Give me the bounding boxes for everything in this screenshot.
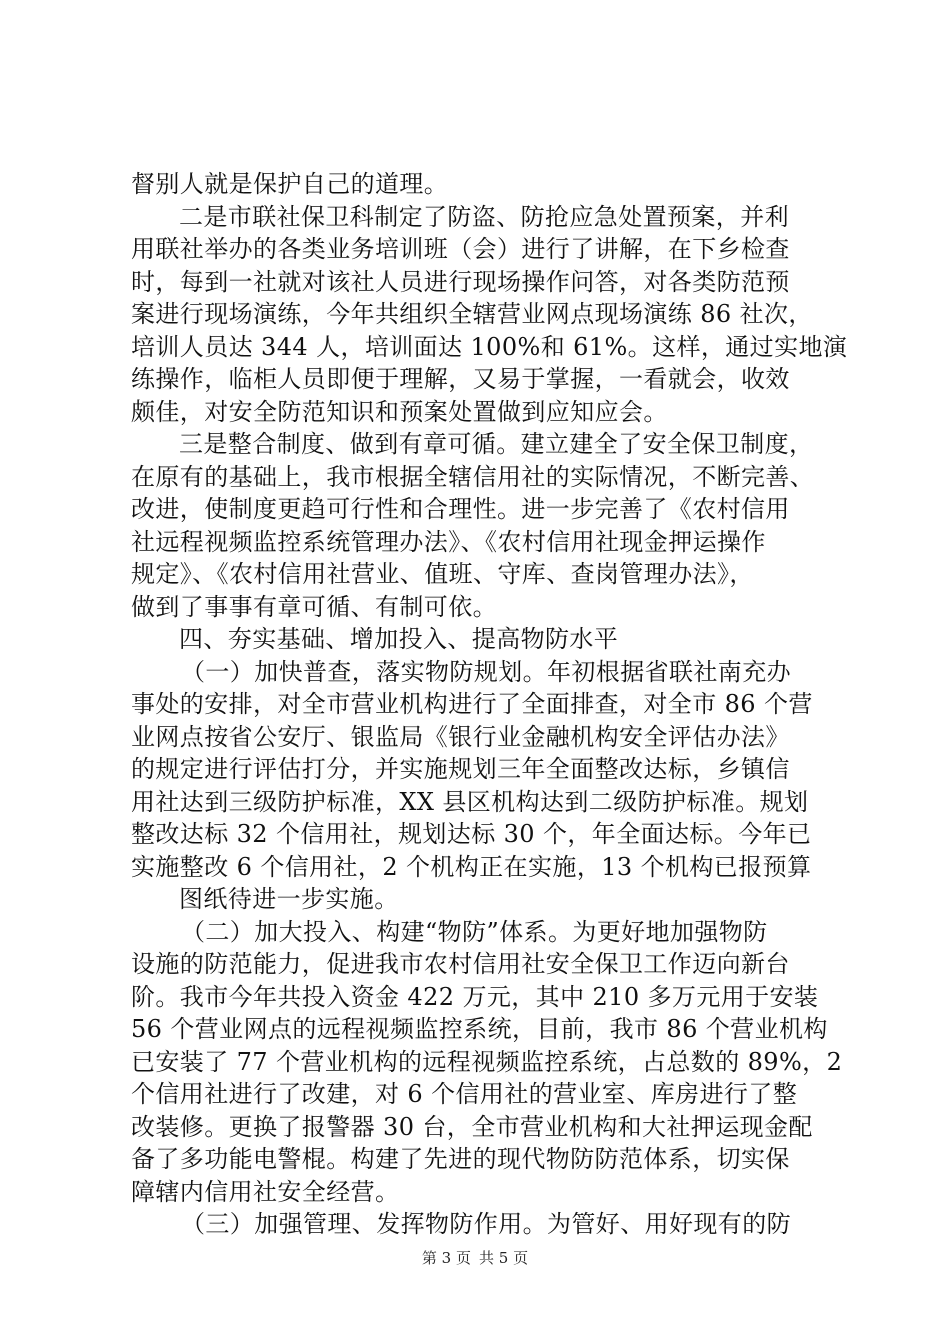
text-line: 规定》、《农村信用社营业、值班、守库、查岗管理办法》，	[131, 560, 754, 588]
text-line: 培训人员达 344 人，培训面达 100%和 61%。这样，通过实地演	[131, 332, 848, 361]
text-line: （三）加强管理、发挥物防作用。为管好、用好现有的防	[181, 1210, 791, 1238]
text-line: （一）加快普查，落实物防规划。年初根据省联社南充办	[181, 657, 791, 686]
text-line: 三是整合制度、做到有章可循。建立建全了安全保卫制度，	[179, 430, 814, 458]
text-line: 设施的防范能力，促进我市农村信用社安全保卫工作迈向新台	[131, 950, 790, 978]
text-line: 阶。我市今年共投入资金 422 万元，其中 210 多万元用于安装	[131, 982, 819, 1011]
text-line: 时，每到一社就对该社人员进行现场操作问答，对各类防范预	[131, 267, 790, 296]
text-line: 案进行现场演练，今年共组织全辖营业网点现场演练 86 社次，	[131, 300, 813, 328]
text-line: 改装修。更换了报警器 30 台，全市营业机构和大社押运现金配	[131, 1112, 813, 1141]
text-line: 社远程视频监控系统管理办法》、《农村信用社现金押运操作	[131, 527, 766, 556]
text-line: 练操作，临柜人员即便于理解，又易于掌握，一看就会，收效	[131, 365, 790, 393]
text-line: 改进，使制度更趋可行性和合理性。进一步完善了《农村信用	[131, 495, 790, 523]
text-line: 的规定进行评估打分，并实施规划三年全面整改达标，乡镇信	[131, 755, 790, 783]
text-line: 在原有的基础上，我市根据全辖信用社的实际情况，不断完善、	[131, 462, 815, 491]
text-line: 事处的安排，对全市营业机构进行了全面排查，对全市 86 个营	[131, 690, 813, 718]
text-line: 用社达到三级防护标准，XX 县区机构达到二级防护标准。规划	[131, 787, 809, 816]
text-line: 障辖内信用社安全经营。	[131, 1177, 400, 1206]
section-heading: 四、夯实基础、增加投入、提高物防水平	[179, 625, 619, 653]
text-line: 56 个营业网点的远程视频监控系统，目前，我市 86 个营业机构	[131, 1015, 828, 1043]
text-line: 个信用社进行了改建，对 6 个信用社的营业室、库房进行了整	[131, 1080, 798, 1108]
text-line: 业网点按省公安厅、银监局《银行业金融机构安全评估办法》	[131, 722, 790, 751]
page-total: 共 5 页	[479, 1249, 529, 1267]
text-line: 整改达标 32 个信用社，规划达标 30 个，年全面达标。今年已	[131, 820, 812, 848]
text-line: 二是市联社保卫科制定了防盗、防抢应急处置预案，并利	[179, 202, 789, 231]
text-line: 实施整改 6 个信用社，2 个机构正在实施，13 个机构已报预算	[131, 852, 812, 881]
text-line: （二）加大投入、构建“物防”体系。为更好地加强物防	[181, 917, 768, 946]
text-line: 备了多功能电警棍。构建了先进的现代物防防范体系，切实保	[131, 1145, 790, 1173]
document-body	[131, 168, 848, 1241]
text-line: 已安装了 77 个营业机构的远程视频监控系统，占总数的 89%，2	[131, 1047, 843, 1076]
text-line: 督别人就是保护自己的道理。	[131, 170, 449, 198]
text-line: 用联社举办的各类业务培训班（会）进行了讲解，在下乡检查	[131, 235, 790, 263]
text-line: 做到了事事有章可循、有制可依。	[131, 592, 497, 621]
page-number: 第 3 页	[421, 1249, 471, 1267]
page-footer	[0, 1248, 950, 1268]
text-line: 颇佳，对安全防范知识和预案处置做到应知应会。	[131, 397, 668, 426]
text-line: 图纸待进一步实施。	[179, 885, 399, 913]
